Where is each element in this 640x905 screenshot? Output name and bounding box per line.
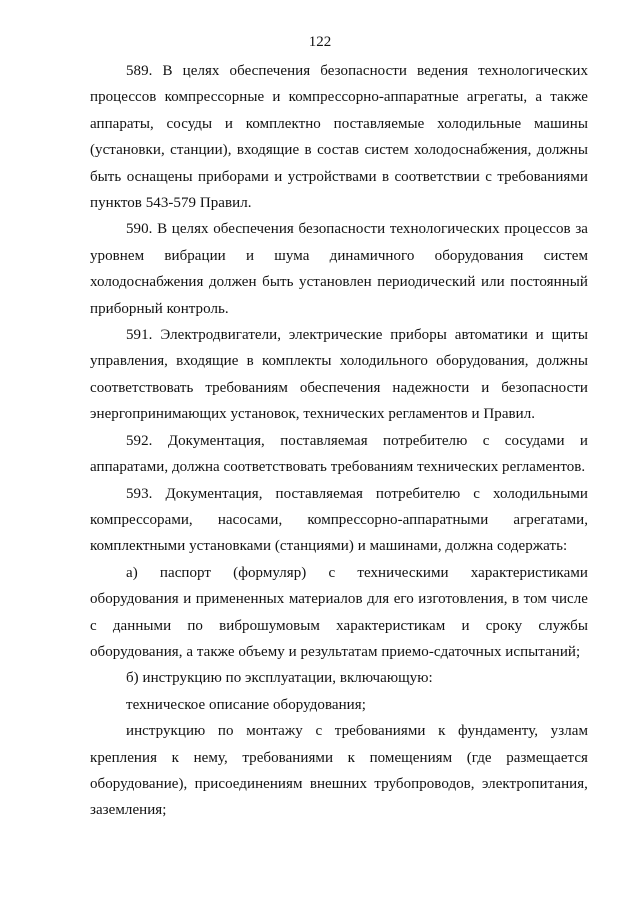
paragraph-593: 593. Документация, поставляемая потребителю с холодильными компрессорами, насосами, компрессорно-аппаратными агрегатами, комплектными установками (станциями) и машинами, должна содержать: <box>90 485 588 555</box>
document-body <box>90 58 588 824</box>
paragraph-589: 589. В целях обеспечения безопасности ведения технологических процессов компрессорные и компрессорно-аппаратные агрегаты, а также аппараты, сосуды и комплектно поставляемые холодильные машины (установки, станции), входящие в состав систем холодоснабжения, должны быть оснащены приборами и устройствами в соответствии с требованиями пунктов 543-579 Правил. <box>90 63 588 212</box>
list-item-b: б) инструкцию по эксплуатации, включающую: <box>126 670 433 687</box>
list-item-technical-description: техническое описание оборудования; <box>126 696 366 713</box>
page-number: 122 <box>308 34 332 50</box>
list-item-a: а) паспорт (формуляр) с техническими характеристиками оборудования и примененных материалов для его изготовления, в том числе с данными по виброшумовым характеристикам и сроку службы оборудования, а также объему и результатам приемо-сдаточных испытаний; <box>90 564 588 660</box>
paragraph-592: 592. Документация, поставляемая потребителю с сосудами и аппаратами, должна соответствовать требованиям технических регламентов. <box>90 432 588 476</box>
paragraph-591: 591. Электродвигатели, электрические приборы автоматики и щиты управления, входящие в комплекты холодильного оборудования, должны соответствовать требованиям обеспечения надежности и безопасности энергопринимающих установок, технических регламентов и Правил. <box>90 327 588 423</box>
paragraph-590: 590. В целях обеспечения безопасности технологических процессов за уровнем вибрации и шума динамичного оборудования систем холодоснабжения должен быть установлен периодический или постоянный приборный контроль. <box>90 221 588 317</box>
list-item-installation-instructions: инструкцию по монтажу с требованиями к фундаменту, узлам крепления к нему, требованиями к помещениям (где размещается оборудование), присоединениям внешних трубопроводов, электропитания, заземления; <box>90 723 588 819</box>
